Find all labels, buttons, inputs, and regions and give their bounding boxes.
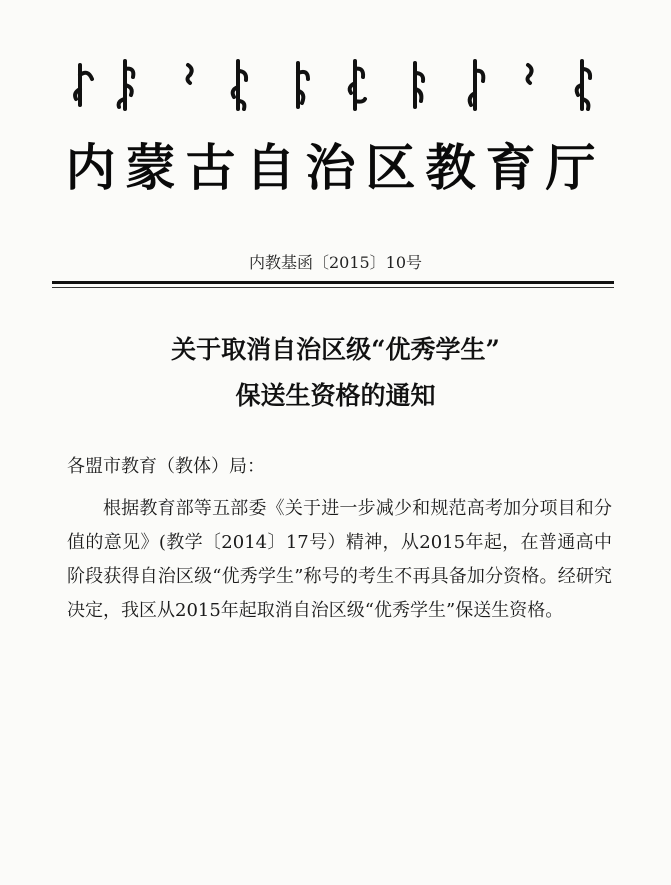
header-divider-thick	[52, 281, 614, 284]
mongolian-script-glyphs	[70, 55, 610, 115]
salutation: 各盟市教育（教体）局：	[67, 456, 265, 477]
issuing-agency-name: 内蒙古自治区教育厅	[65, 138, 606, 197]
notice-body	[67, 450, 612, 628]
notice-title-line-2: 保送生资格的通知	[235, 381, 436, 410]
body-paragraph: 根据教育部等五部委《关于进一步减少和规范高考加分项目和分值的意见》(教学〔2014〕17号）精神，从2015年起，在普通高中阶段获得自治区级“优秀学生”称号的考生不再具备加分资格。经研究决定，我区从2015年起取消自治区级“优秀学生”保送生资格。	[67, 498, 612, 621]
notice-title-line-1: 关于取消自治区级“优秀学生”	[171, 335, 500, 364]
mongolian-script-heading	[70, 55, 610, 115]
document-number: 内教基函〔2015〕10号	[248, 253, 423, 272]
header-divider-thin	[52, 287, 614, 288]
